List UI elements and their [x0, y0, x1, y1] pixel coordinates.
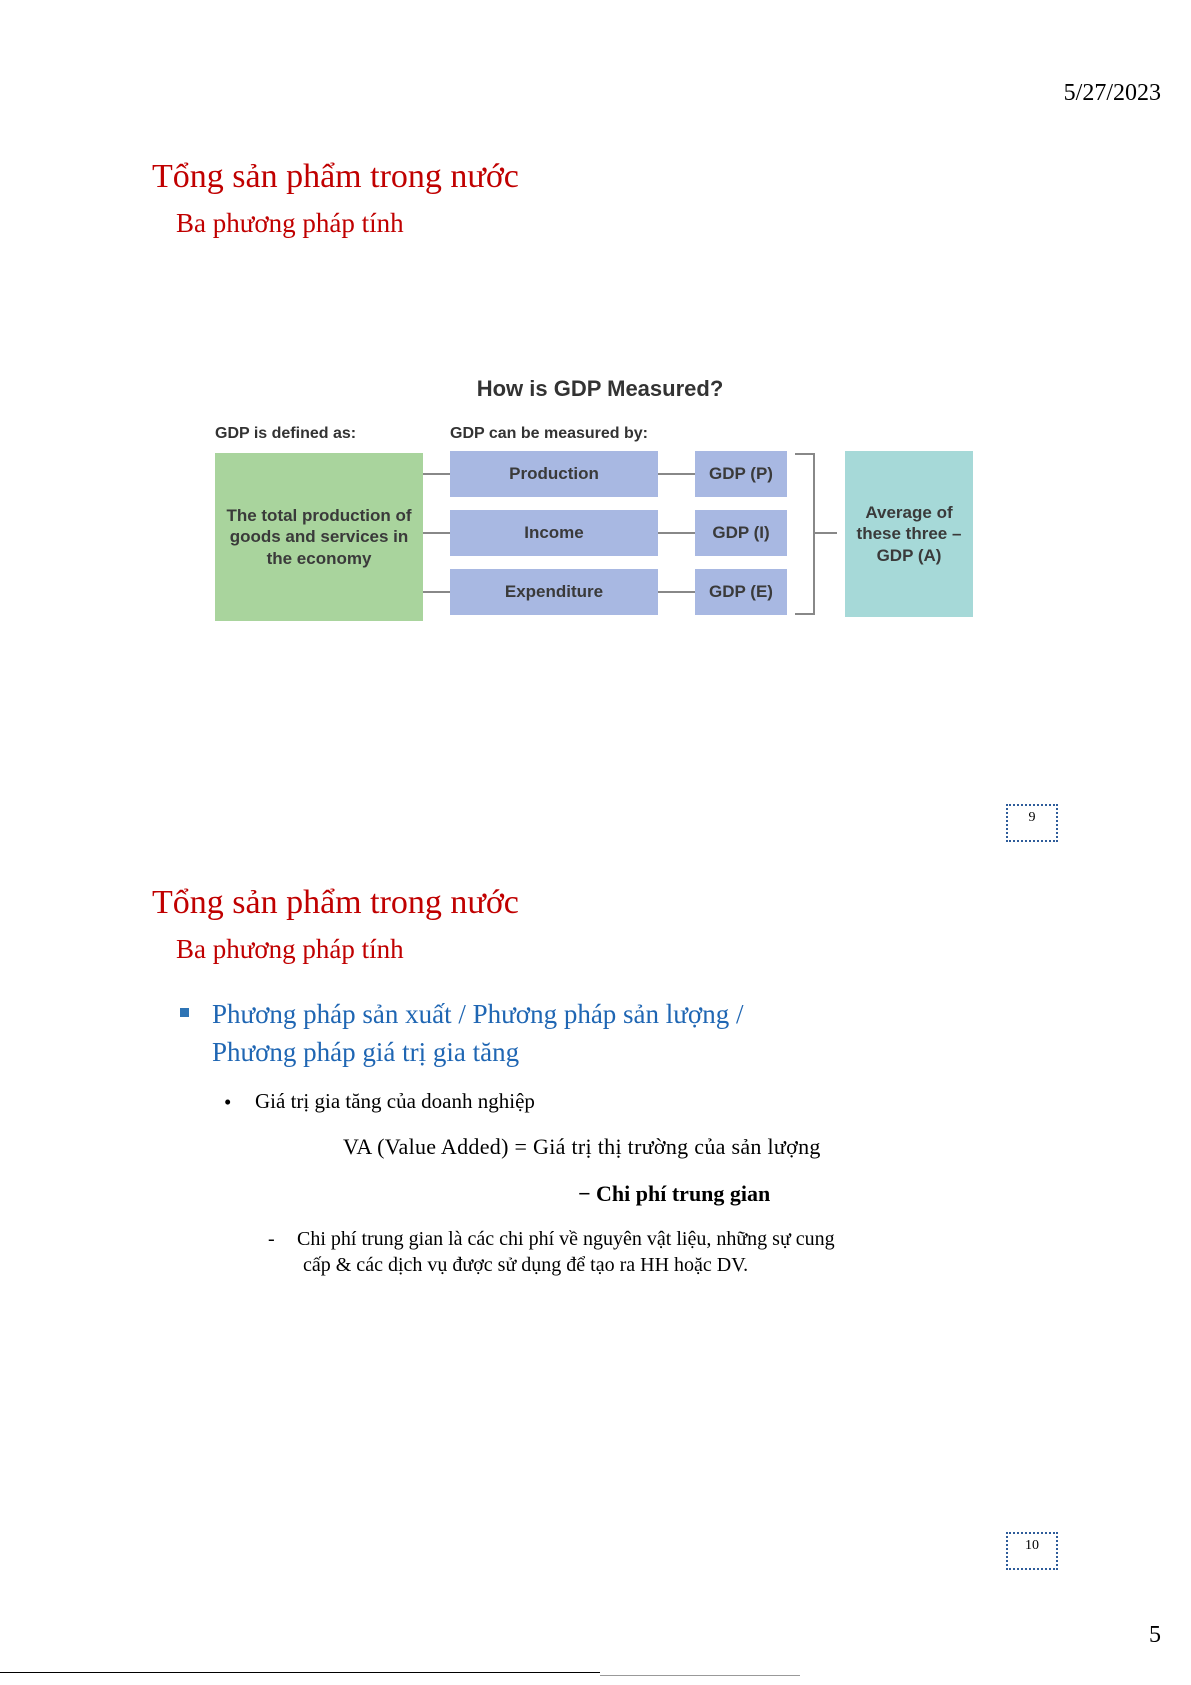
diagram-title: How is GDP Measured?: [476, 376, 724, 401]
connector: [423, 532, 450, 534]
slide9-title: Tổng sản phẩm trong nước: [152, 158, 519, 195]
round-bullet-icon: •: [224, 1090, 232, 1114]
slide10-subtitle: Ba phương pháp tính: [176, 934, 404, 964]
result-gdp-e-box: GDP (E): [695, 569, 787, 615]
footer-divider: [600, 1675, 800, 1676]
slide10-title: Tổng sản phẩm trong nước: [152, 884, 519, 921]
bracket-top: [795, 453, 815, 455]
note-dash: -: [268, 1228, 275, 1250]
note-line2: cấp & các dịch vụ được sử dụng để tạo ra HH hoặc DV.: [303, 1254, 749, 1276]
square-bullet-icon: [180, 1008, 189, 1017]
formula-line2: − Chi phí trung gian: [578, 1181, 771, 1206]
bullet-method-line1: Phương pháp sản xuất / Phương pháp sản lượng /: [212, 999, 744, 1029]
connector: [658, 532, 695, 534]
method-expenditure-box: Expenditure: [450, 569, 658, 615]
bracket-connector: [815, 532, 837, 534]
connector: [658, 473, 695, 475]
document-date: 5/27/2023: [1063, 80, 1161, 106]
note-line1: Chi phí trung gian là các chi phí về nguyên vật liệu, những sự cung: [297, 1228, 835, 1250]
gdp-measurement-diagram: [205, 365, 995, 625]
page-number: 5: [1149, 1622, 1161, 1648]
method-production-box: Production: [450, 451, 658, 497]
measured-by-label: GDP can be measured by:: [450, 425, 648, 442]
gdp-definition-box: The total production of goods and services in the economy: [215, 453, 423, 621]
bullet-method-line2: Phương pháp giá trị gia tăng: [212, 1037, 520, 1067]
method-income-box: Income: [450, 510, 658, 556]
result-gdp-p-box: GDP (P): [695, 451, 787, 497]
connector: [423, 473, 450, 475]
slide9-page-number: 9: [1006, 804, 1058, 842]
footer-divider: [0, 1672, 600, 1673]
formula-line1: VA (Value Added) = Giá trị thị trường của sản lượng: [343, 1134, 821, 1159]
slide9-subtitle: Ba phương pháp tính: [176, 208, 404, 238]
average-gdp-box: Average of these three – GDP (A): [845, 451, 973, 617]
result-gdp-i-box: GDP (I): [695, 510, 787, 556]
connector: [423, 591, 450, 593]
connector: [658, 591, 695, 593]
slide10-page-number: 10: [1006, 1532, 1058, 1570]
bracket-side: [813, 453, 815, 615]
defined-as-label: GDP is defined as:: [215, 425, 357, 442]
bracket-bottom: [795, 613, 815, 615]
sub-bullet-text: Giá trị gia tăng của doanh nghiệp: [255, 1089, 535, 1113]
